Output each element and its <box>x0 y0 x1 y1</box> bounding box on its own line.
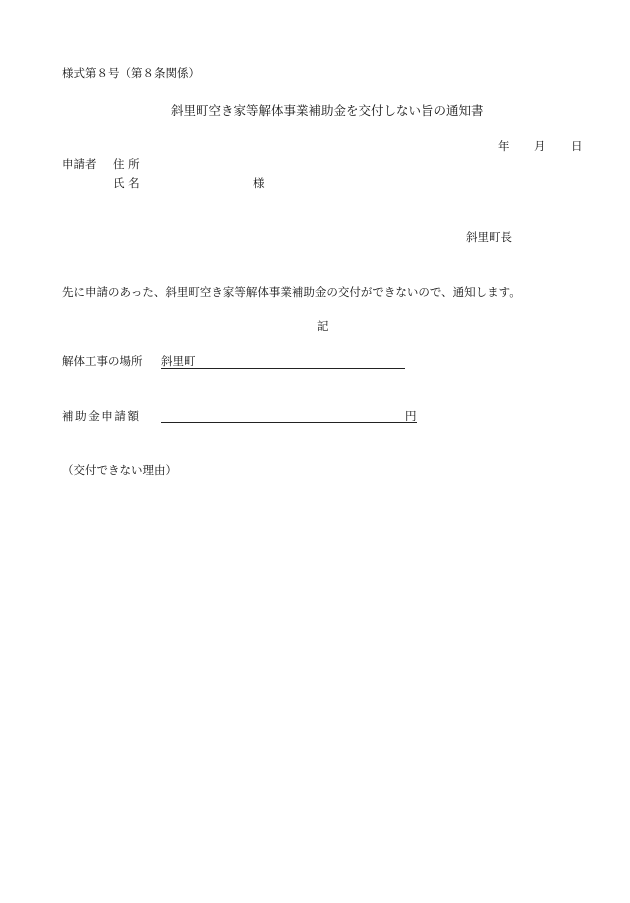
ki-heading: 記 <box>317 319 329 333</box>
demolition-location-label: 解体工事の場所 <box>62 354 143 368</box>
demolition-location-value: 斜里町 <box>161 354 196 368</box>
document-title: 斜里町空き家等解体事業補助金を交付しない旨の通知書 <box>171 103 484 118</box>
applicant-label: 申請者 <box>62 157 97 171</box>
date-year: 年 <box>498 139 510 153</box>
reason-label: （交付できない理由） <box>62 463 177 477</box>
date-day: 日 <box>571 139 583 153</box>
applicant-honorific: 様 <box>253 176 265 190</box>
applicant-name-label: 氏 名 <box>113 176 140 190</box>
subsidy-amount-underline <box>161 422 417 423</box>
issuer-name: 斜里町長 <box>466 230 512 244</box>
subsidy-amount-label: 補助金申請額 <box>62 409 141 423</box>
applicant-address-label: 住 所 <box>113 157 140 171</box>
subsidy-amount-unit: 円 <box>405 409 417 423</box>
demolition-location-underline <box>161 368 405 369</box>
form-number: 様式第８号（第８条関係） <box>62 66 200 80</box>
notice-body-text: 先に申請のあった、斜里町空き家等解体事業補助金の交付ができないので、通知します。 <box>62 285 521 299</box>
date-month: 月 <box>534 139 546 153</box>
